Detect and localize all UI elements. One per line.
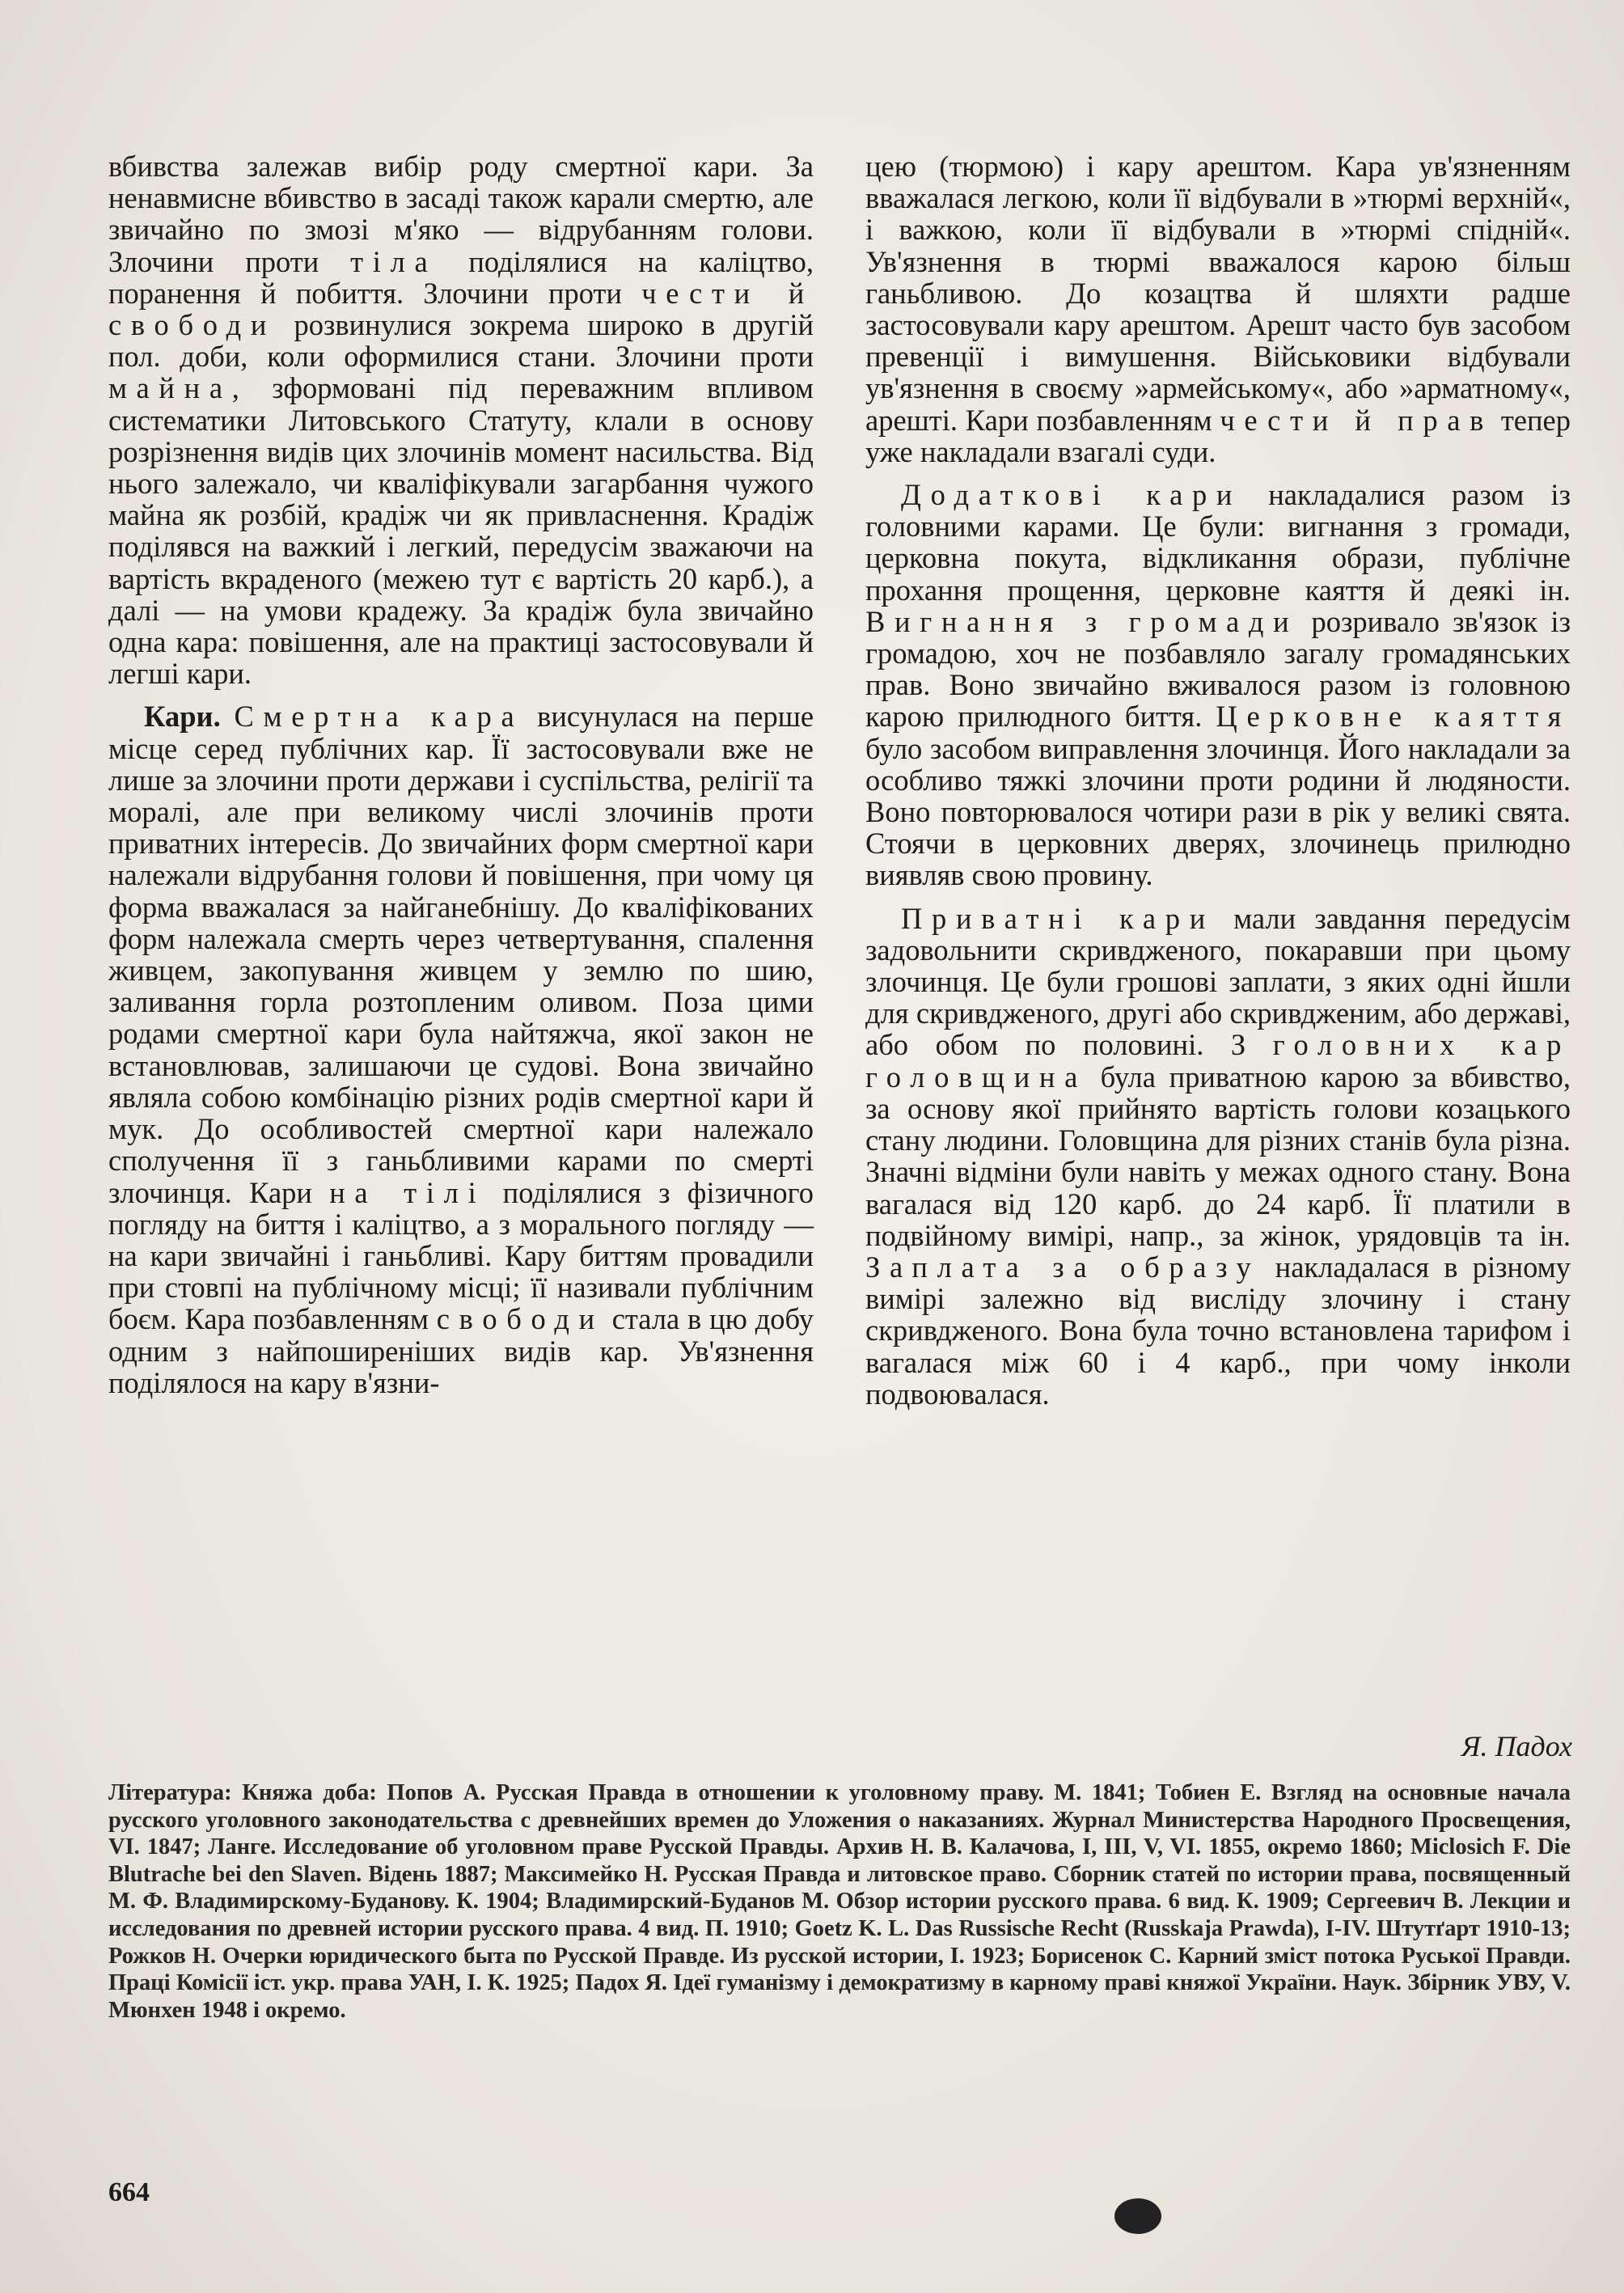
paragraph (865, 903, 1571, 1410)
text-run: , зформовані під переважним впливом систематики Литовського Статуту, клали в основу розрізнення видів цих злочинів момент насильства. Від нього залежало, чи кваліфікували загарбання чужого майна як розбій, крадіж чи як привласнення. Крадіж поділявся на важкий і легкий, передусім зважаючи на вартість вкраденого (межею тут є вартість 20 карб.), а далі — на умови крадежу. За крадіж була звичайно одна кара: повішення, але на практиці застосовували й легші кари. (108, 371, 814, 691)
text-run: висунулася на перше місце серед публічних кар. Її застосовували вже не лише за злочини проти держави і суспільства, релігії та моралі, але при великому числі злочинів проти приватних інтересів. До звичайних форм смертної кари належали відрубання голови й повішення, при чому ця форма вважалася за найганебнішу. До кваліфікованих форм належала смерть через четвертування, спалення живцем, закопування живцем у землю по шию, заливання горла розтопленим оливом. Поза цими родами смертної кари була найтяжча, якої закон не встановлював, залишаючи це судові. Вона звичайно являла собою комбінацію різних родів смертної кари й мук. До особливостей смертної кари належало сполучення її з ганьбливими карами по смерті злочинця. Кари (108, 700, 814, 1209)
spaced-term: Додаткові кари (901, 478, 1242, 512)
text-run: розвинулися зокрема широко в другій пол. доби, коли оформилися стани. Злочини проти (108, 308, 814, 374)
text-run: була приватною карою за вбивство, за основу якої прийнято вартість голови козацького стану людини. Головщина для різних станів була різна. Значні відміни були навіть у межах одного стану. Вона вагалася від 120 карб. до 24 карб. Її платили в подвійному вимірі, напр., за жінок, урядовців та ін. (865, 1060, 1571, 1252)
spaced-term: на тілі (329, 1175, 486, 1209)
text-run: поділялися з фізичного погляду на биття і каліцтво, а з морального погляду — на кари звичайні і ганьбливі. Кару биттям провадили при стовпі на публічному місці; її називали публічним боєм. Кара позбавленням (108, 1175, 814, 1336)
page-number: 664 (108, 2177, 150, 2207)
literature-label: Література: (108, 1780, 232, 1805)
literature-block (108, 1779, 1571, 2024)
text-run: накладалися разом із головними карами. Це були: вигнання з громади, церковна покута, відкликання образи, публічне прохання прощення, церковне каяття й деякі ін. (865, 478, 1571, 607)
right-column (865, 150, 1571, 1410)
text-run: було засобом виправлення злочинця. Його накладали за особливо тяжкі злочини проти родини й людяности. Воно повторювалося чотири рази в рік у великі свята. Стоячи в церковних дверях, злочинець прилюдно виявляв свою провину. (865, 731, 1571, 892)
ink-blot-mark (1114, 2198, 1161, 2234)
paragraph (108, 150, 814, 689)
text-run: цею (тюрмою) і кару арештом. Кара ув'язненням вважалася легкою, коли її відбували в »тюрмі верхній«, і важкою, коли її відбували в »тюрмі спідній«. Ув'язнення в тюрмі вважалося карою більш ганьбливою. До козацтва й шляхти радше застосовували кару арештом. Арешт часто був засобом превенції і вимушення. Військовики відбували ув'язнення в своєму »армейському«, або »арматному«, арешті. Кари позбавленням (865, 150, 1571, 437)
spaced-term: тіла (350, 244, 438, 278)
left-column (108, 150, 814, 1398)
text-run: вбивства залежав вибір роду смертної кари. За ненавмисне вбивство в засаді також карали смертю, але звичайно по змозі м'яко — відрубанням голови. Злочини проти (108, 150, 814, 278)
paragraph (865, 479, 1571, 891)
section-heading: Кари. (144, 700, 221, 734)
spaced-term: Приватні кари (901, 901, 1215, 935)
spaced-term: Смертна кара (234, 700, 524, 734)
author-signature: Я. Падох (1461, 1730, 1572, 1762)
text-run: тепер уже накладали взагалі суди. (865, 403, 1571, 468)
text-run: накладалася в різному вимірі залежно від висліду злочину і стану скривдженого. Вона була точно встановлена тарифом і вагалася між 60 і 4 карб., при чому інколи подвоювалася. (865, 1250, 1571, 1411)
text-run: поділялися на каліцтво, поранення й побиття. Злочини проти (108, 244, 814, 310)
spaced-term: чести й прав (1220, 403, 1494, 437)
spaced-term: Заплата за образу (865, 1250, 1261, 1284)
paragraph (108, 700, 814, 1398)
text-run: розривало зв'язок із громадою, хоч не позбавляло загалу громадянських прав. Воно звичайно вживалося разом із головною карою прилюдного биття. (865, 604, 1571, 734)
spaced-term: свободи (436, 1302, 604, 1336)
spaced-term: майна (108, 371, 232, 405)
spaced-term: головних кар головщина (865, 1028, 1571, 1094)
spaced-term: чести й свободи (108, 276, 814, 342)
spaced-term: Церковне каяття (1216, 700, 1571, 734)
text-run: стала в цю добу одним з найпоширеніших видів кар. Ув'язнення поділялося на кару в'язни- (108, 1302, 814, 1399)
paragraph (865, 150, 1571, 467)
text-run: мали завдання передусім задовольнити скривдженого, покаравши при цьому злочинця. Це були грошові заплати, з яких одні йшли для скривдженого, другі або скривдженим, або державі, або обом по половині. З (865, 901, 1571, 1062)
spaced-term: Вигнання з громади (865, 604, 1299, 638)
literature-text: Княжа доба: Попов А. Русская Правда в отношении к уголовному праву. М. 1841; Тобиен Е. Взгляд на основные начала русского уголовного законодательства с древнейших времен до Уложения о наказаниях. Журнал Министерства Народного Просвещения, VI. 1847; Ланге. Исследование об уголовном праве Русской Правды. Архив Н. В. Калачова, I, III, V, VI. 1855, окремо 1860; Miclosich F. Die Blutrache bei den Slaven. Відень 1887; Максимейко Н. Русская Правда и литовское право. Сборник статей по истории права, посвященный М. Ф. Владимирскому-Буданову. К. 1904; Владимирский-Буданов М. Обзор истории русского права. 6 вид. К. 1909; Сергеевич В. Лекции и исследования по древней истории русского права. 4 вид. П. 1910; Goetz K. L. Das Russische Recht (Russkaja Prawda), I-IV. Штутґарт 1910-13; Рожков Н. Очерки юридического быта по Русской Правде. Из русской истории, I. 1923; Борисенок С. Карний зміст потока Руської Правди. Праці Комісії іст. укр. права УАН, I. К. 1925; Падох Я. Ідеї гуманізму і демократизму в карному праві княжої України. Наук. Збірник УВУ, V. Мюнхен 1948 і окремо. (108, 1780, 1571, 2023)
